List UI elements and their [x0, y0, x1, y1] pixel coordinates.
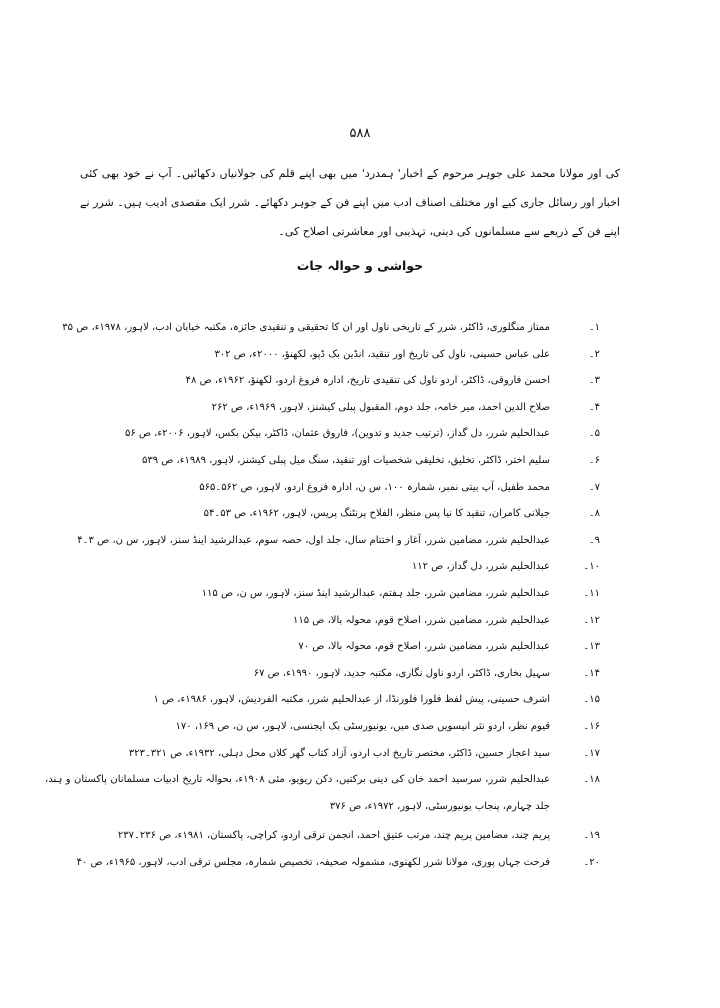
- reference-item: [95, 741, 600, 768]
- reference-number: ۹۔: [588, 534, 600, 546]
- reference-item: [76, 850, 600, 877]
- reference-number: ۱۹۔: [583, 830, 600, 842]
- reference-item: [95, 823, 600, 850]
- reference-text: فرحت جہاں پوری، مولانا شرر لکھنوی، مشمولہ صحیفہ، تخصیص شمارہ، مجلس ترقی ادب، لاہور، ۱۹۶۵ء، ص ۴۰: [76, 856, 550, 868]
- reference-number: ۸۔: [588, 508, 600, 520]
- reference-text: سہیل بخاری، ڈاکٹر، اردو ناول نگاری، مکتبہ جدید، لاہور، ۱۹۹۰ء، ص ۶۷: [253, 667, 550, 679]
- reference-number: ۲۔: [588, 348, 600, 360]
- reference-number: ۵۔: [588, 428, 600, 440]
- reference-text: عبدالحلیم شرر، دل گداز، ص ۱۱۲: [411, 561, 550, 573]
- reference-item: [95, 608, 600, 635]
- reference-item: [95, 448, 600, 475]
- reference-text: قیوم نظر، اردو نثر انیسویں صدی میں، یونیورسٹی بک ایجنسی، لاہور، س ن، ص ۱۶۹، ۱۷۰: [175, 720, 550, 732]
- reference-number: ۱۶۔: [583, 720, 600, 732]
- reference-item: [45, 767, 600, 823]
- reference-item: [95, 395, 600, 422]
- reference-number: ۴۔: [588, 401, 600, 413]
- reference-text: صلاح الدین احمد، میر خامہ، جلد دوم، المقبول پبلی کیشنز، لاہور، ۱۹۶۹ء، ص ۲۶۲: [211, 401, 550, 413]
- reference-item: [95, 475, 600, 502]
- reference-number: ۱۸۔: [583, 774, 600, 786]
- reference-text: عبدالحلیم شرر، مضامین شرر، جلد ہفتم، عبدالرشید اینڈ سنز، لاہور، س ن، ص ۱۱۵: [201, 587, 550, 599]
- section-heading: حواشی و حوالہ جات: [296, 258, 424, 273]
- reference-item: [95, 342, 600, 369]
- reference-text: اشرف حسینی، پیش لفظ فلورا فلورنڈا، از عبدالحلیم شرر، مکتبہ الفردیش، لاہور، ۱۹۸۶ء، ص ۱: [153, 694, 550, 706]
- reference-number: ۲۰۔: [583, 856, 600, 868]
- reference-text: ممتاز منگلوری، ڈاکٹر، شرر کے تاریخی ناول اور ان کا تحقیقی و تنقیدی جائزہ، مکتبہ خیابان ادب، لاہور، ۱۹۷۸ء، ص ۳۵: [62, 322, 550, 333]
- reference-text: عبدالحلیم شرر، مضامین شرر، آغاز و اختتام سال، جلد اول، حصہ سوم، عبدالرشید اینڈ سنز، لاہور، س ن، ص ۳۔۴: [77, 534, 550, 546]
- reference-number: ۱۳۔: [583, 641, 600, 653]
- reference-item: [77, 528, 600, 555]
- reference-item: [62, 315, 600, 342]
- reference-item: [95, 661, 600, 688]
- reference-text: عبدالحلیم شرر، مضامین شرر، اصلاح قوم، محولہ بالا، ص ۱۱۵: [293, 614, 550, 626]
- reference-text: پریم چند، مضامین پریم چند، مرتب عتیق احمد، انجمن ترقی اردو، کراچی، پاکستان، ۱۹۸۱ء، ص ۲۳۶۔۲۳۷: [117, 830, 550, 842]
- reference-number: ۱۱۔: [583, 587, 600, 599]
- references-list: [45, 315, 600, 876]
- reference-number: ۱۲۔: [583, 614, 600, 626]
- reference-number: ۷۔: [588, 481, 600, 493]
- reference-number: ۱۰۔: [583, 561, 600, 573]
- reference-text: محمد طفیل، آپ بیتی نمبر، شمارہ ۱۰۰، س ن، ادارہ فروغ اردو، لاہور، ص ۵۶۲۔۵۶۵: [199, 481, 550, 493]
- page-number: ۵۸۸: [349, 126, 371, 141]
- reference-item: [95, 714, 600, 741]
- reference-item: [95, 634, 600, 661]
- reference-text: جیلانی کامران، تنقید کا نیا پس منظر، الفلاح پرنٹنگ پریس، لاہور، ۱۹۶۲ء، ص ۵۳۔۵۴: [203, 508, 550, 520]
- reference-item: [95, 368, 600, 395]
- reference-number: ۶۔: [588, 454, 600, 466]
- reference-number: ۱۵۔: [583, 694, 600, 706]
- reference-item: [95, 687, 600, 714]
- reference-item: [95, 421, 600, 448]
- reference-text: سلیم اختر، ڈاکٹر، تخلیق، تخلیقی شخصیات اور تنقید، سنگ میل پبلی کیشنز، لاہور، ۱۹۸۹ء، ص ۵۳۹: [141, 454, 550, 466]
- reference-number: ۱۔: [588, 322, 600, 333]
- reference-text: عبدالحلیم شرر، مضامین شرر، اصلاح قوم، محولہ بالا، ص ۷۰: [298, 641, 550, 653]
- reference-item: [95, 554, 600, 581]
- reference-text: عبدالحلیم شرر، سرسید احمد خان کی دینی برکتیں، دکن ریویو، مئی ۱۹۰۸ء، بحوالہ تاریخ ادبیات مسلمانان پاکستان و ہند، جلد چہارم، پنجاب یونیورسٹی، لاہور، ۱۹۷۲ء، ص ۳۷۶: [45, 774, 550, 812]
- reference-item: [95, 501, 600, 528]
- body-paragraph: کی اور مولانا محمد علی جوہر مرحوم کے اخبار' ہمدرد' میں بھی اپنے قلم کی جولانیاں دکھائیں۔ آپ نے خود بھی کئی اخبار اور رسائل جاری کیے اور مختلف اصناف ادب میں اپنے فن کے جوہر دکھائے۔ شرر ایک مقصدی ادیب ہیں۔ شرر نے اپنے فن کے ذریعے سے مسلمانوں کی دینی، تہذیبی اور معاشرتی اصلاح کی۔: [80, 167, 620, 238]
- reference-text: علی عباس حسینی، ناول کی تاریخ اور تنقید، انڈین بک ڈپو، لکھنؤ، ۲۰۰۰ء، ص ۳۰۲: [214, 348, 550, 360]
- reference-number: ۱۴۔: [583, 667, 600, 679]
- reference-text: سید اعجاز حسین، ڈاکٹر، مختصر تاریخ ادب اردو، آزاد کتاب گھر کلاں محل دہلی، ۱۹۳۲ء، ص ۳۲۱۔۳۲۳: [128, 747, 550, 759]
- reference-number: ۱۷۔: [583, 747, 600, 759]
- reference-number: ۳۔: [588, 375, 600, 387]
- reference-text: احسن فاروقی، ڈاکٹر، اردو ناول کی تنقیدی تاریخ، ادارہ فروغ اردو، لکھنؤ، ۱۹۶۲ء، ص ۴۸: [185, 375, 550, 387]
- reference-text: عبدالحلیم شرر، دل گداز، (ترتیب جدید و تدوین)، فاروق عثمان، ڈاکٹر، بیکن بکس، لاہور، ۲۰۰۶ء، ص ۵۶: [124, 428, 550, 440]
- reference-item: [95, 581, 600, 608]
